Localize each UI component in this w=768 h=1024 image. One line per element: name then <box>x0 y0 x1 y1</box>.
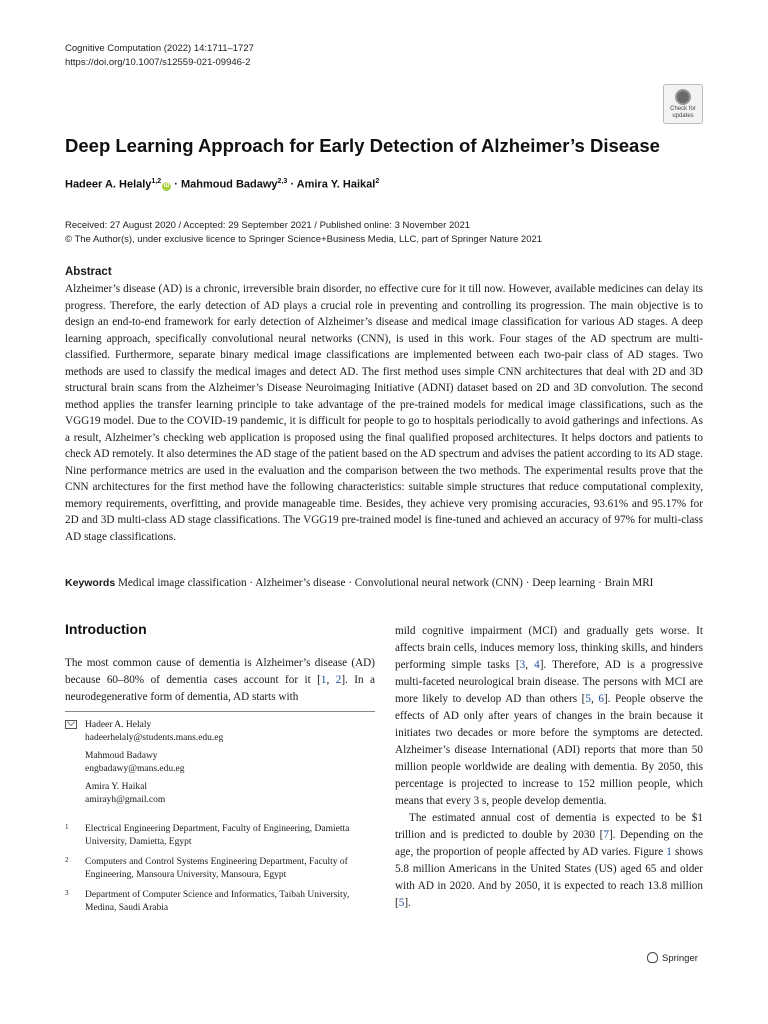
author-separator: · <box>174 178 178 191</box>
crossmark-line2: updates <box>672 112 694 119</box>
body-text: , <box>525 659 535 671</box>
keywords-list: Medical image classification · Alzheimer’s disease · Convolutional neural network (CNN) · Deep learning · Brain MRI <box>117 577 654 589</box>
contact-name: Hadeer A. Helaly <box>85 720 152 730</box>
body-text: ]. Therefore, AD is a progressive multi-faceted neurological brain disease. The persons with MCI are more likely to develop AD than others [ <box>395 659 703 705</box>
contact-email[interactable]: hadeerhelaly@students.mans.edu.eg <box>85 732 224 743</box>
citation-link[interactable]: 4 <box>534 659 540 671</box>
affiliation-number: 3 <box>65 889 69 897</box>
journal-citation: Cognitive Computation (2022) 14:1711–1727 <box>65 43 254 54</box>
intro-column-right <box>395 623 703 912</box>
affiliation-item <box>65 823 375 848</box>
body-text: The estimated annual cost of dementia is expected to be $1 trillion and is predicted to double by 2030 [ <box>395 812 703 841</box>
contact-email[interactable]: engbadawy@mans.edu.eg <box>85 763 185 774</box>
crossmark-icon <box>675 89 691 105</box>
corresponding-authors <box>65 719 375 812</box>
copyright-line: © The Author(s), under exclusive licence to Springer Science+Business Media, LLC, part of Springer Nature 2021 <box>65 234 543 245</box>
publisher-footer <box>647 952 698 964</box>
author-list <box>65 178 379 191</box>
author-name[interactable]: Mahmoud Badawy <box>180 178 278 191</box>
body-text: The most common cause of dementia is Alzheimer’s disease (AD) because 60–80% of dementia cases account for it [ <box>65 657 375 686</box>
contact-entry <box>65 719 375 744</box>
springer-horse-icon <box>647 952 658 963</box>
article-title: Deep Learning Approach for Early Detection of Alzheimer’s Disease <box>65 135 660 156</box>
abstract-text: Alzheimer’s disease (AD) is a chronic, irreversible brain disorder, no effective cure for it till now. However, available medicines can delay its progress. Therefore, the early detection of AD plays a crucial role in preventing and controlling its progression. The main objective is to design an end-to-end framework for early detection of Alzheimer’s disease and medical image classification for various AD stages. A deep learning approach, specifically convolutional neural networks (CNN), is used in this work. Four stages of the AD spectrum are multi-classified. Furthermore, separate binary medical image classifications are implemented between each two-pair class of AD stages. Two methods are used to classify the medical images and detect AD. The first method uses simple CNN architectures that deal with 2D and 3D structural brain scans from the Alzheimer’s Disease Neuroimaging Initiative (ADNI) dataset based on 2D and 3D convolution. The second method applies the transfer learning principle to take advantage of the pre-trained models for medical image classifications, such as the VGG19 model. Due to the COVID-19 pandemic, it is difficult for people to go to hospitals periodically to avoid gatherings and infections. As a result, Alzheimer’s checking web application is proposed using the final qualified proposed architectures. It helps doctors and patients to check AD remotely. It also determines the AD stage of the patient based on the AD spectrum and advises the patient according to its AD stage. Nine performance metrics are used in the evaluation and the comparison between the two methods. The experimental results prove that the CNN architectures for the first method have the following characteristics: suitable simple structures that reduce computational complexity, memory requirements, overfitting, and provide manageable time. Besides, they achieve very promising accuracies, 93.61% and 95.17% for 2D and 3D multi-class AD stage classifications. The VGG19 pre-trained model is fine-tuned and achieved an accuracy of 97% for multi-class AD stage classifications. <box>65 283 703 543</box>
affiliations <box>65 823 375 922</box>
crossmark-line1: Check for <box>670 106 696 112</box>
keywords <box>65 575 705 592</box>
body-text: ]. People observe the effects of AD only after years of changes in the brain because it initiates two decades or more before the symptoms are detected. Alzheimer’s disease International (ADI) reports that more than 50 million people worldwide are dealing with dementia. By 2050, this percentage is projected to increase to 152 million people, which means that every 3 s, people develop dementia. <box>395 693 704 807</box>
section-heading-introduction: Introduction <box>65 621 147 637</box>
abstract-heading: Abstract <box>65 266 112 278</box>
citation-link[interactable]: 7 <box>603 829 609 841</box>
affiliation-text: Department of Computer Science and Informatics, Taibah University, Medina, Saudi Arabia <box>85 890 350 913</box>
affiliation-item <box>65 889 375 914</box>
citation-link[interactable]: 5 <box>398 897 405 909</box>
affiliation-number: 1 <box>65 823 69 831</box>
citation-link[interactable]: 5 <box>585 693 591 705</box>
check-for-updates-badge[interactable] <box>663 84 703 124</box>
contact-name: Amira Y. Haikal <box>85 782 148 792</box>
body-text: , <box>326 674 336 686</box>
citation-link[interactable]: 6 <box>598 693 604 705</box>
intro-paragraph <box>395 623 703 810</box>
author-name[interactable]: Amira Y. Haikal <box>296 178 376 191</box>
envelope-icon <box>65 720 77 729</box>
body-text: ]. <box>404 897 411 909</box>
author-affiliation-sup: 1,2 <box>151 178 162 185</box>
affiliation-number: 2 <box>65 856 69 864</box>
body-text: ]. In a neurodegenerative form of dementia, AD starts with <box>65 674 375 703</box>
orcid-icon[interactable]: iD <box>163 182 170 189</box>
contact-entry <box>65 750 375 775</box>
body-text: ]. Depending on the age, the proportion of people affected by AD varies. Figure <box>395 829 703 858</box>
figure-link[interactable]: 1 <box>666 846 672 858</box>
keywords-label: Keywords <box>65 577 116 589</box>
contact-email[interactable]: amirayh@gmail.com <box>85 794 166 805</box>
author-name[interactable]: Hadeer A. Helaly <box>65 178 152 191</box>
affiliation-text: Computers and Control Systems Engineering Department, Faculty of Engineering, Mansoura University, Mansoura, Egypt <box>85 857 348 880</box>
citation-link[interactable]: 3 <box>519 659 526 671</box>
body-text: mild cognitive impairment (MCI) and gradually gets worse. It affects brain cells, induces memory loss, thinking skills, and hinders performing simple tasks [ <box>395 625 703 671</box>
footnote-divider <box>65 711 375 712</box>
publication-history <box>65 219 542 247</box>
author-affiliation-sup: 2,3 <box>277 178 288 185</box>
body-text: , <box>590 693 599 705</box>
body-text: shows 5.8 million Americans in the United States (US) aged 65 and older with AD in 2020. And by 2050, it is expected to reach 13.8 million [ <box>395 846 703 909</box>
citation-link[interactable]: 2 <box>335 674 342 686</box>
author-affiliation-sup: 2 <box>375 178 380 185</box>
doi-link[interactable]: https://doi.org/10.1007/s12559-021-09946-2 <box>65 57 251 68</box>
affiliation-item <box>65 856 375 881</box>
contact-entry <box>65 781 375 806</box>
author-separator: · <box>290 178 294 191</box>
intro-paragraph <box>395 810 703 912</box>
journal-header <box>65 42 254 70</box>
publisher-name: Springer <box>662 953 698 964</box>
dates-line: Received: 27 August 2020 / Accepted: 29 September 2021 / Published online: 3 November 2021 <box>65 220 471 231</box>
intro-paragraph-left <box>65 655 375 706</box>
contact-name: Mahmoud Badawy <box>85 751 158 761</box>
citation-link[interactable]: 1 <box>320 674 327 686</box>
affiliation-text: Electrical Engineering Department, Faculty of Engineering, Damietta University, Damietta, Egypt <box>85 824 350 847</box>
